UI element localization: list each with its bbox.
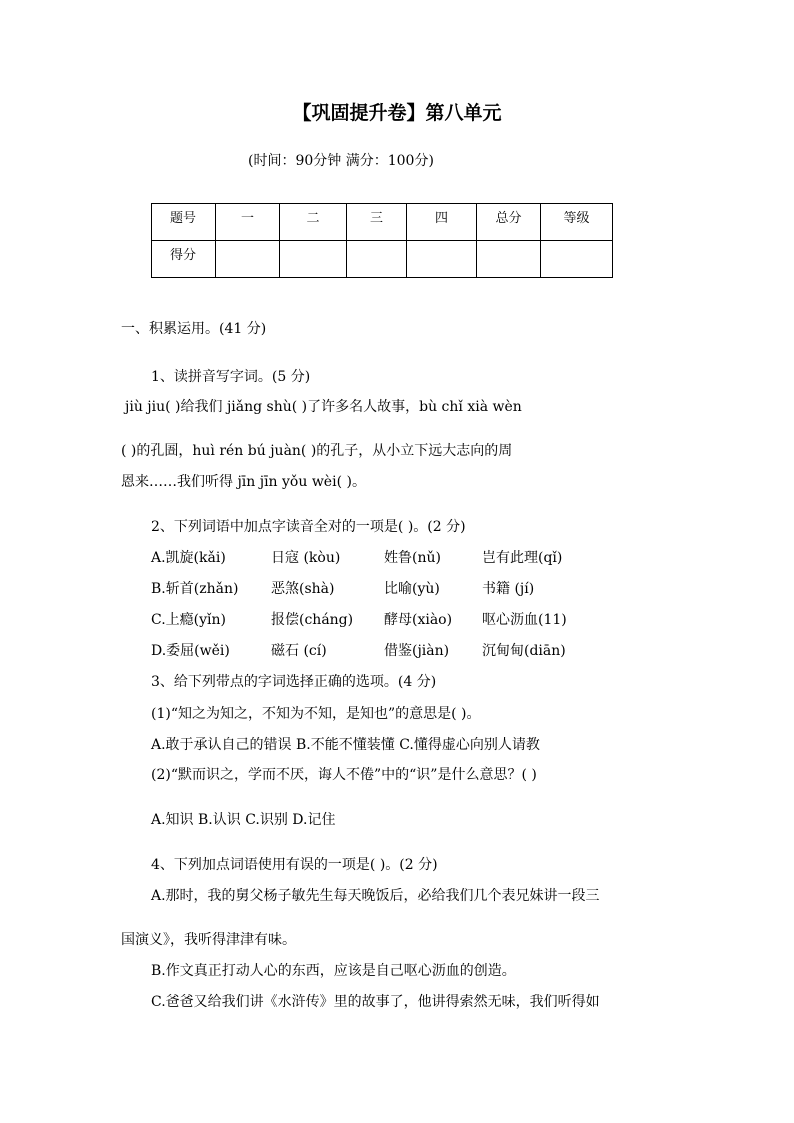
table-header-cell: 四	[407, 204, 477, 241]
option-item: 沉甸甸(diān)	[482, 643, 566, 659]
option-item: 酵母(xiào)	[384, 612, 453, 628]
table-row-label: 得分	[152, 241, 216, 278]
question-1-line: ( )的孔圄，huì rén bú juàn( )的孔子，从小立下远大志向的周	[121, 443, 513, 459]
question-3-sub-options: A.敢于承认自己的错误 B.不能不懂装懂 C.懂得虚心向别人请教	[151, 737, 540, 753]
question-4-prompt: 4、下列加点词语使用有误的一项是( )。(2 分)	[151, 857, 438, 873]
section-heading: 一、积累运用。(41 分)	[121, 321, 267, 337]
table-header-cell: 等级	[541, 204, 613, 241]
score-table-score-row	[152, 241, 613, 278]
page-title: 【巩固提升卷】第八单元	[292, 102, 502, 124]
option-item: 报偿(cháng)	[271, 612, 354, 628]
question-3-sub-options: A.知识 B.认识 C.识别 D.记住	[151, 812, 336, 828]
option-item: C.上瘾(yǐn)	[151, 612, 226, 628]
option-item: 借鉴(jiàn)	[384, 643, 450, 659]
table-header-cell: 一	[216, 204, 280, 241]
table-header-cell: 总分	[477, 204, 541, 241]
question-3-prompt: 3、给下列带点的字词选择正确的选项。(4 分)	[151, 674, 437, 690]
question-4-option: A.那时，我的舅父杨子敏先生每天晚饭后，必给我们几个表兄妹讲一段三	[151, 888, 600, 904]
question-1-line: jiù jiu( )给我们 jiǎng shù( )了许多名人故事，bù chǐ xià wèn	[125, 399, 522, 415]
table-header-cell: 二	[280, 204, 347, 241]
question-4-option: B.作文真正打动人心的东西，应该是自己呕心沥血的创造。	[151, 963, 516, 979]
question-2-option-row	[151, 609, 567, 629]
option-item: 恶煞(shà)	[271, 581, 335, 597]
score-cell[interactable]	[407, 241, 477, 278]
score-table-header-row	[152, 204, 613, 241]
question-2-prompt: 2、下列词语中加点字读音全对的一项是( )。(2 分)	[151, 519, 466, 535]
option-item: B.斩首(zhǎn)	[151, 581, 239, 597]
table-header-cell: 三	[347, 204, 407, 241]
question-4-option-continued: 国演义》，我听得津津有味。	[121, 932, 296, 948]
option-item: 书籍 (jí)	[482, 581, 535, 597]
exam-info: (时间：90分钟 满分：100分)	[248, 153, 434, 169]
score-cell[interactable]	[216, 241, 280, 278]
option-item: 呕心沥血(11)	[482, 612, 567, 628]
question-2-option-row	[151, 640, 566, 660]
score-cell[interactable]	[541, 241, 613, 278]
score-cell[interactable]	[347, 241, 407, 278]
option-item: D.委屈(wěi)	[151, 643, 230, 659]
score-cell[interactable]	[280, 241, 347, 278]
score-table	[151, 203, 613, 278]
question-3-sub-question: (1)“知之为知之，不知为不知，是知也”的意思是( )。	[151, 706, 481, 722]
question-1-prompt: 1、读拼音写字词。(5 分)	[151, 369, 311, 385]
question-1-line: 恩来……我们听得 jīn jīn yǒu wèi( )。	[121, 474, 366, 490]
option-item: 岂有此理(qǐ)	[482, 550, 563, 566]
option-item: 姓鲁(nǔ)	[384, 550, 441, 566]
option-item: 日寇 (kòu)	[271, 550, 341, 566]
question-3-sub-question: (2)“默而识之，学而不厌，诲人不倦”中的“识”是什么意思？( )	[151, 767, 537, 783]
option-item: A.凯旋(kǎi)	[151, 550, 226, 566]
option-item: 比喻(yù)	[384, 581, 440, 597]
question-4-option: C.爸爸又给我们讲《水浒传》里的故事了，他讲得索然无味，我们听得如	[151, 994, 600, 1010]
question-2-option-row	[151, 578, 534, 598]
question-2-option-row	[151, 547, 562, 567]
table-header-cell: 题号	[152, 204, 216, 241]
score-cell[interactable]	[477, 241, 541, 278]
option-item: 磁石 (cí)	[271, 643, 327, 659]
